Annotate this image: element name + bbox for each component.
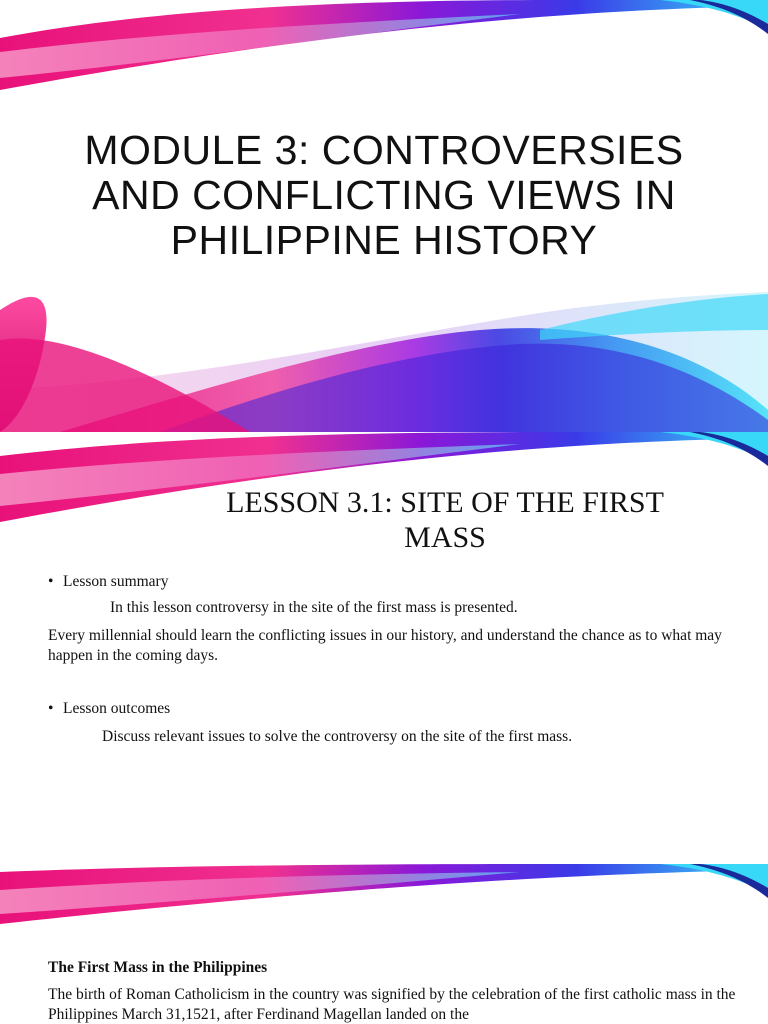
slide-title: MODULE 3: CONTROVERSIES AND CONFLICTING VIEWS IN PHILIPPINE HISTORY	[84, 127, 684, 263]
summary-text: In this lesson controversy in the site of the first mass is presented.	[110, 599, 518, 616]
content-slide	[0, 864, 768, 1024]
lesson-slide	[0, 432, 768, 864]
bullet-lesson-summary: • Lesson summary	[48, 572, 748, 592]
slide-title: LESSON 3.1: SITE OF THE FIRST MASS	[226, 486, 664, 554]
outcome-text: Discuss relevant issues to solve the controversy on the site of the first mass.	[102, 728, 573, 745]
section-body: The birth of Roman Catholicism in the country was signified by the celebration of the first catholic mass in the Philippines March 31,1521, after Ferdinand Magellan landed on the	[48, 986, 736, 1023]
paragraph-text: Every millennial should learn the conflicting issues in our history, and understand the chance as to what may happen in the coming days.	[48, 627, 722, 664]
title-slide	[0, 0, 768, 432]
top-swoosh-decoration	[0, 0, 768, 100]
top-swoosh-decoration	[0, 864, 768, 964]
slide-body	[48, 572, 748, 747]
section-heading: The First Mass in the Philippines	[48, 959, 268, 976]
bullet-lesson-outcomes: • Lesson outcomes	[48, 699, 748, 719]
bottom-swoosh-decoration	[0, 270, 768, 432]
